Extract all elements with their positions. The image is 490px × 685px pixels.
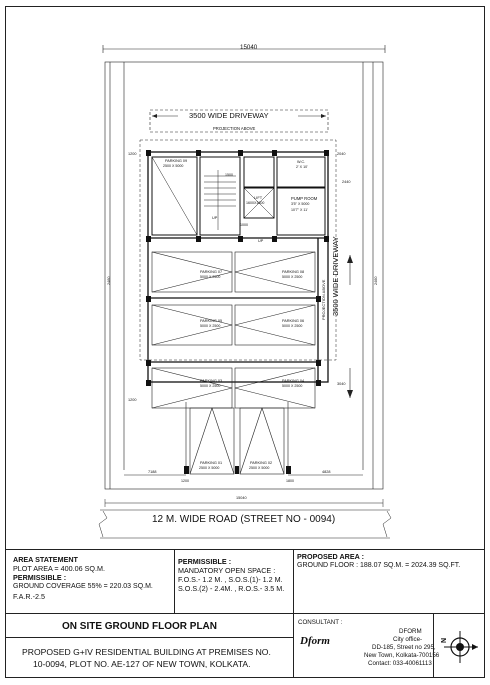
consultant-line-4: Contact: 033-40061113 (368, 660, 432, 667)
projection-above-top: PROJECTION ABOVE (213, 126, 256, 131)
area-statement-title: AREA STATEMENT (13, 555, 78, 564)
consultant-logo: Dform (300, 635, 330, 647)
lift-label: LIFT (254, 195, 263, 200)
consultant-line-3: New Town, Kolkata-700156 (364, 652, 440, 659)
wc-label: W.C. (297, 160, 306, 164)
parking-04-label: PARKING 04 (282, 379, 305, 383)
parking-03-size: 5000 X 2500 (200, 384, 221, 388)
divider-v3 (293, 613, 294, 678)
consultant-line-1: City office- (393, 636, 423, 643)
pump-room-alt: 10'7" X 11' (291, 208, 308, 212)
north-letter: N (441, 637, 448, 643)
parking-07-label: PARKING 07 (200, 270, 223, 274)
parking-01-label: PARKING 01 (200, 461, 223, 465)
parking-02-size: 2500 X 5000 (249, 466, 270, 470)
wc-size: 2' X 10' (296, 165, 308, 169)
parking-05-label: PARKING 05 (200, 319, 223, 323)
parking-09-size: 2500 X 5000 (163, 164, 184, 168)
north-arrow-icon (438, 625, 482, 669)
open-space-side-rear: S.O.S.(2) - 2.4M. , R.O.S.- 3.5 M. (178, 584, 285, 593)
overall-width-dim: 15040 (240, 44, 258, 51)
far-value: F.A.R.-2.5 (13, 592, 45, 601)
project-line-1: PROPOSED G+IV RESIDENTIAL BUILDING AT PREMISES NO. (22, 647, 271, 657)
right-height-dim: 2460 (374, 276, 378, 285)
pump-room-label: PUMP ROOM (291, 196, 318, 201)
divider-v2 (293, 550, 294, 613)
left-height-dim: 2460 (107, 276, 111, 285)
driveway-side-label: 3500 WIDE DRIVEWAY (331, 236, 340, 316)
dim-1000: 1000 (240, 223, 248, 227)
divider-v1 (174, 550, 175, 613)
parking-06-label: PARKING 06 (282, 319, 305, 323)
ground-coverage: GROUND COVERAGE 55% = 220.03 SQ.M. (13, 583, 153, 590)
proposed-area-title: PROPOSED AREA : (297, 552, 364, 561)
stair-up-label: UP (212, 216, 218, 220)
parking-05-size: 5000 X 2500 (200, 324, 221, 328)
pump-room-size: 3'5" X 5000 (291, 202, 310, 206)
projection-above-side: PROJECTION ABOVE (321, 279, 326, 320)
entry-up-label: UP (258, 239, 264, 243)
dim-1500: 1500 (225, 173, 233, 177)
parking-08-size: 5000 X 2500 (282, 275, 303, 279)
parking-01-size: 2500 X 5000 (199, 466, 220, 470)
dim-1800: 1800 (286, 479, 294, 483)
dim-7188: 7188 (148, 470, 157, 474)
divider-mid (5, 613, 485, 614)
permissible-title-left: PERMISSIBLE : (13, 573, 67, 582)
dim-1200-c: 1200 (181, 479, 189, 483)
bottom-width-dim: 15040 (236, 496, 247, 500)
project-line-2: 10-0094, PLOT NO. AE-127 OF NEW TOWN, KOLKATA. (33, 659, 251, 669)
open-space-front-side: F.O.S.- 1.2 M. , S.O.S.(1)- 1.2 M. (178, 575, 283, 584)
parking-06-size: 5000 X 2500 (282, 324, 303, 328)
driveway-top-label: 3500 WIDE DRIVEWAY (189, 111, 269, 120)
parking-09-label: PARKING 09 (165, 159, 188, 163)
divider-top (5, 549, 485, 550)
divider-title (5, 637, 293, 638)
permissible-title: PERMISSIBLE : (178, 557, 232, 566)
parking-08-label: PARKING 08 (282, 270, 305, 274)
drawing-title: ON SITE GROUND FLOOR PLAN (62, 621, 217, 632)
parking-04-size: 5000 X 2500 (282, 384, 303, 388)
dim-3040: 3040 (337, 382, 346, 386)
road-label: 12 M. WIDE ROAD (STREET NO - 0094) (152, 514, 336, 525)
dim-4828: 4828 (322, 470, 331, 474)
dim-1200: 1200 (128, 152, 137, 156)
consultant-line-2: DD-185, Street no 295, (372, 644, 436, 651)
consultant-name: DFORM (399, 628, 422, 635)
ground-floor-area: GROUND FLOOR : 188.07 SQ.M. = 2024.39 SQ.FT. (297, 562, 461, 569)
dim-1200-b: 1200 (128, 398, 137, 402)
dim-2440: 2440 (342, 180, 351, 184)
dim-2040: 2040 (337, 152, 346, 156)
divider-v4 (433, 613, 434, 678)
mandatory-open-space: MANDATORY OPEN SPACE : (178, 566, 276, 575)
lift-size: 1600X1800 (246, 201, 265, 205)
parking-07-size: 5000 X 2500 (200, 275, 221, 279)
parking-03-label: PARKING 03 (200, 379, 223, 383)
consultant-label: CONSULTANT : (298, 619, 343, 626)
parking-02-label: PARKING 02 (250, 461, 273, 465)
plot-area: PLOT AREA = 400.06 SQ.M. (13, 564, 105, 573)
